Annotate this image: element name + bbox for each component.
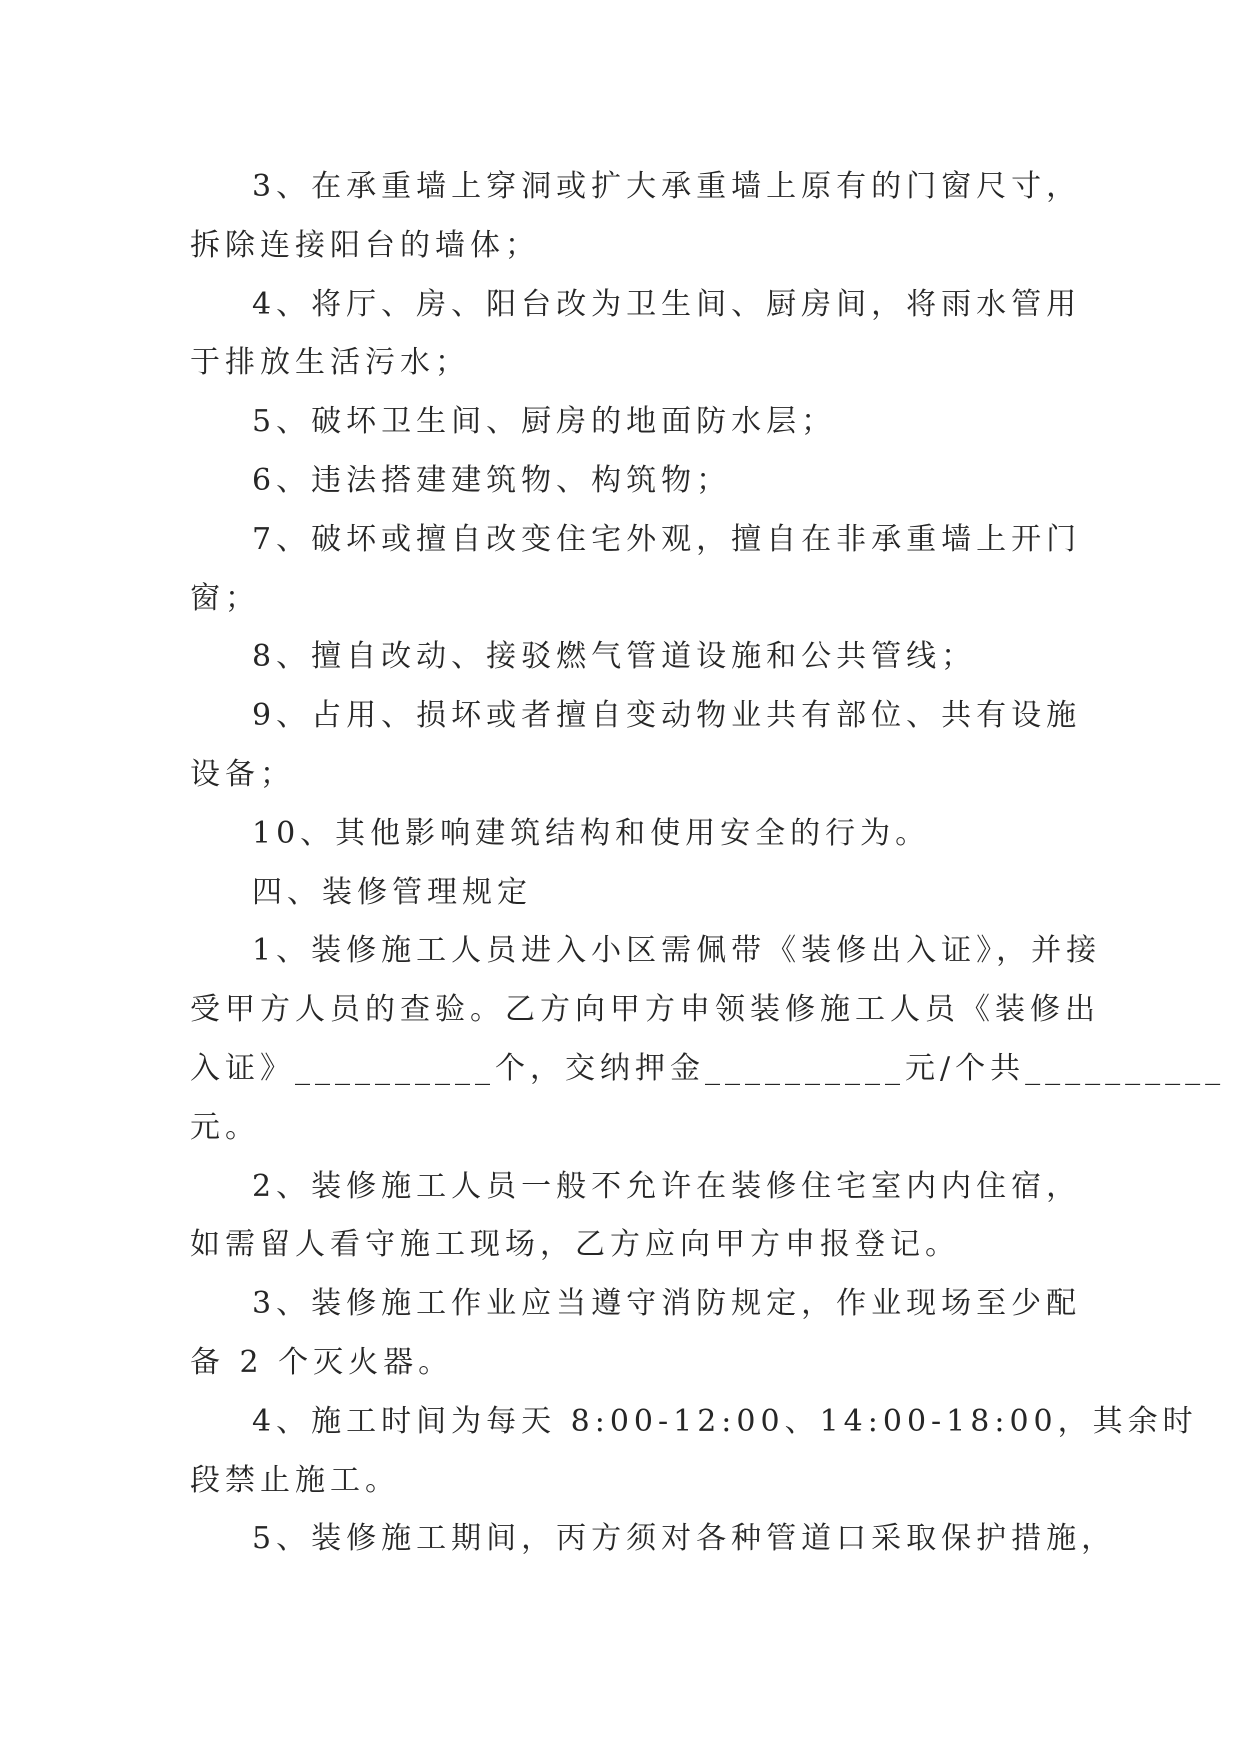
paragraph-line: 10、其他影响建筑结构和使用安全的行为。 [252,815,931,851]
paragraph-line: 4、将厅、房、阳台改为卫生间、厨房间，将雨水管用 [252,286,1082,322]
paragraph-line: 段禁止施工。 [190,1462,400,1498]
paragraph-line: 入证》__________个，交纳押金__________元/个共__________ [190,1050,1226,1086]
section-heading: 四、装修管理规定 [252,874,532,910]
paragraph-line: 元。 [190,1109,260,1145]
paragraph-line: 8、擅自改动、接驳燃气管道设施和公共管线； [252,639,977,675]
paragraph-line: 3、在承重墙上穿洞或扩大承重墙上原有的门窗尺寸， [252,169,1082,204]
paragraph-line: 3、装修施工作业应当遵守消防规定，作业现场至少配 [252,1286,1082,1322]
paragraph-line: 7、破坏或擅自改变住宅外观，擅自在非承重墙上开门 [252,521,1082,557]
paragraph-line: 窗； [190,580,260,616]
paragraph-line: 于排放生活污水； [190,345,470,381]
paragraph-line: 拆除连接阳台的墙体； [190,227,540,263]
paragraph-line: 备 2 个灭火器。 [190,1344,454,1380]
paragraph-line: 6、违法搭建建筑物、构筑物； [252,462,732,498]
paragraph-line: 5、装修施工期间，丙方须对各种管道口采取保护措施， [252,1521,1117,1557]
paragraph-line: 5、破坏卫生间、厨房的地面防水层； [252,404,837,440]
paragraph-line: 4、施工时间为每天 8:00-12:00、14:00-18:00，其余时 [252,1403,1198,1439]
paragraph-line: 设备； [190,756,295,792]
paragraph-line: 1、装修施工人员进入小区需佩带《装修出入证》，并接 [252,933,1102,969]
paragraph-line: 2、装修施工人员一般不允许在装修住宅室内内住宿， [252,1168,1082,1204]
paragraph-line: 9、占用、损坏或者擅自变动物业共有部位、共有设施 [252,698,1082,734]
paragraph-line: 受甲方人员的查验。乙方向甲方申领装修施工人员《装修出 [190,992,1100,1028]
document-body [190,158,1226,1569]
paragraph-line: 如需留人看守施工现场，乙方应向甲方申报登记。 [190,1227,960,1263]
